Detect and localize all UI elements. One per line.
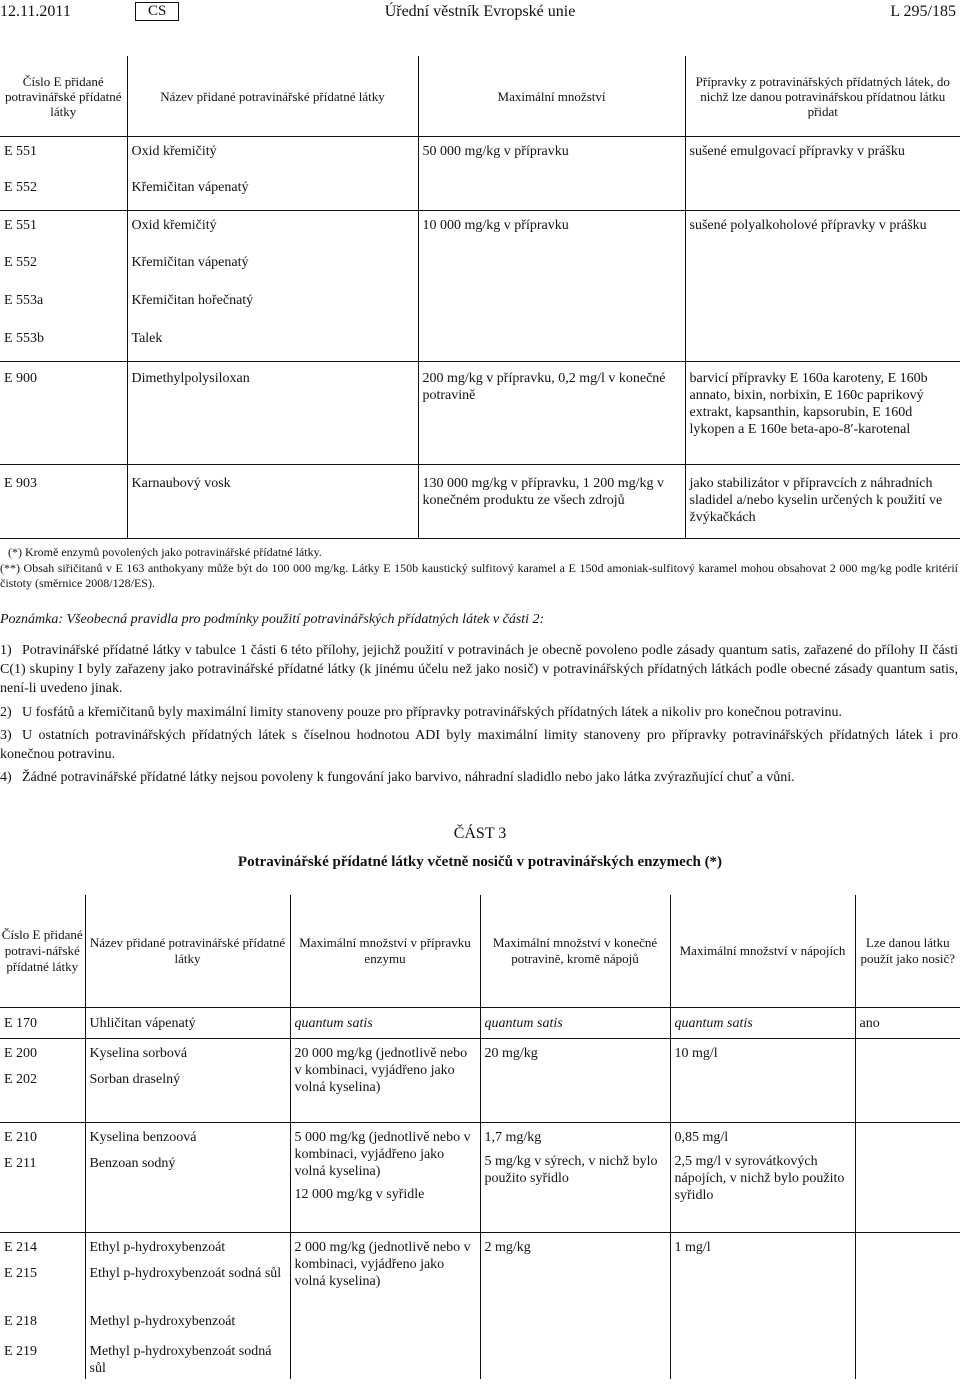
row-max-preparation: 20 000 mg/kg (jednotlivě nebo v kombinaci, vyjádřeno jako volná kyselina)	[290, 1039, 480, 1123]
row-number: E 219	[4, 1343, 38, 1359]
table-row	[0, 1039, 960, 1069]
column-header-carrier: Lze danou látku použít jako nosič?	[855, 895, 960, 1008]
row-preparations: barvicí přípravky E 160a karoteny, E 160b annato, bixin, norbixin, E 160c paprikový extrakt, kapsanthin, kapsorubin, E 160d lykopen a E 160e beta-apo-8′-karotenal	[685, 362, 960, 465]
row-max-food: 20 mg/kg	[480, 1039, 670, 1123]
row-max-drinks: quantum satis	[670, 1008, 855, 1039]
food-limit-cheese: 5 mg/kg v sýrech, v nichž bylo použito syřidlo	[484, 1154, 658, 1186]
row-name: Křemičitan vápenatý	[127, 173, 418, 211]
drink-limit-whey: 2,5 mg/l v syrovátkových nápojích, v nichž bylo použito syřidlo	[674, 1154, 845, 1203]
column-header-preparations: Přípravky z potravinářských přídatných látek, do nichž lze danou potravinářskou přídatnou látku přidat	[685, 56, 960, 137]
note-item	[0, 641, 958, 698]
part-label: ČÁST 3	[453, 825, 507, 842]
note-item-text: U fosfátů a křemičitanů byly maximální limity stanoveny pouze pro přípravky potravinářských přídatných látek a nikoliv pro konečnou potravinu.	[22, 705, 842, 720]
row-max: 130 000 mg/kg v přípravku, 1 200 mg/kg v konečném produktu ze všech zdrojů	[418, 465, 685, 539]
table-row	[0, 465, 960, 539]
row-number: E 903	[0, 465, 127, 539]
row-name: Talek	[127, 324, 418, 362]
row-number: E 170	[0, 1008, 85, 1039]
column-header-number: Číslo E přidané potravinářské přídatné látky	[0, 56, 127, 137]
row-name: Benzoan sodný	[85, 1151, 290, 1233]
row-max: 200 mg/kg v přípravku, 0,2 mg/l v konečné potravině	[418, 362, 685, 465]
page-number: L 295/185	[890, 3, 956, 20]
column-header-max-food: Maximální množství v konečné potravině, kromě nápojů	[480, 895, 670, 1008]
column-header-max-preparation: Maximální množství v přípravku enzymu	[290, 895, 480, 1008]
row-name: Kyselina benzoová	[85, 1123, 290, 1151]
row-carrier: ano	[855, 1008, 960, 1039]
row-max-drinks	[670, 1123, 855, 1233]
row-carrier	[855, 1123, 960, 1233]
note-item	[0, 703, 958, 722]
table-row	[0, 362, 960, 465]
row-number: E 214	[4, 1240, 38, 1255]
row-number: E 202	[0, 1069, 85, 1123]
publication-date: 12.11.2011	[0, 3, 71, 20]
note-title: Poznámka: Všeobecná pravidla pro podmínky použití potravinářských přídatných látek v části 2:	[0, 612, 545, 627]
note-item-text: Potravinářské přídatné látky v tabulce 1 části 6 této přílohy, jejichž použití v potravinách je obecně povoleno podle zásady quantum satis, zařazené do přílohy II části C(1) skupiny I byly zařazeny jako potravinářské přídatné látky (k jinému účelu než jako nosič) v potravinářských přídatných látkách podle obecné zásady quantum satis, není-li uvedeno jinak.	[0, 643, 958, 696]
column-header-name: Název přidané potravinářské přídatné látky	[85, 895, 290, 1008]
row-number: E 218	[4, 1313, 38, 1329]
note-item-text: U ostatních potravinářských přídatných látek s číselnou hodnotou ADI byly maximální limity stanoveny pro přípravky potravinářských přídatných látek i pro konečnou potravinu.	[0, 728, 958, 762]
preparation-limit: 5 000 mg/kg (jednotlivě nebo v kombinaci, vyjádřeno jako volná kyselina)	[294, 1130, 471, 1179]
row-number: E 215	[4, 1265, 38, 1281]
note-item-number: 4)	[0, 770, 12, 785]
row-name: Oxid křemičitý	[127, 137, 418, 173]
row-max-drinks: 10 mg/l	[670, 1039, 855, 1123]
row-max: 50 000 mg/kg v přípravku	[418, 137, 685, 211]
row-name: Křemičitan hořečnatý	[127, 286, 418, 324]
row-max-preparation	[290, 1123, 480, 1233]
footnote-2: (**) Obsah siřičitanů v E 163 anthokyany může být do 100 000 mg/kg. Látky E 150b kaustický sulfitový karamel a E 150d amoniak-sulfitový karamel mohou obsahovat 2 000 mg/kg podle kritérií čistoty (směrnice 2008/128/ES).	[0, 561, 958, 590]
row-name: Oxid křemičitý	[127, 211, 418, 248]
row-preparations: jako stabilizátor v přípravcích z náhradních sladidel a/nebo kyselin určených k použití ve žvýkačkách	[685, 465, 960, 539]
row-preparations: sušené emulgovací přípravky v prášku	[685, 137, 960, 211]
row-number: E 211	[0, 1151, 85, 1233]
part-title: Potravinářské přídatné látky včetně nosičů v potravinářských enzymech (*)	[237, 854, 723, 870]
row-max-preparation: quantum satis	[290, 1008, 480, 1039]
table-row	[0, 211, 960, 248]
row-number: E 552	[4, 254, 38, 270]
row-max-food: quantum satis	[480, 1008, 670, 1039]
row-carrier	[855, 1233, 960, 1379]
row-max-food: 2 mg/kg	[480, 1233, 670, 1379]
row-number: E 900	[0, 362, 127, 465]
note-item-number: 3)	[0, 728, 12, 743]
note-item-text: Žádné potravinářské přídatné látky nejsou povoleny k fungování jako barvivo, náhradní sladidlo nebo jako látka zvýrazňující chuť a vůni.	[22, 770, 795, 785]
column-header-max-drinks: Maximální množství v nápojích	[670, 895, 855, 1008]
column-header-name: Název přidané potravinářské přídatné látky	[127, 56, 418, 137]
column-header-number: Číslo E přidané potravi-nářské přídatné látky	[0, 895, 85, 1008]
row-number: E 551	[4, 218, 38, 233]
food-limit: 1,7 mg/kg	[484, 1130, 542, 1145]
row-max-food	[480, 1123, 670, 1233]
page-header	[0, 0, 960, 26]
table-header-row	[0, 56, 960, 137]
column-header-max: Maximální množství	[418, 56, 685, 137]
row-name: Karnaubový vosk	[127, 465, 418, 539]
journal-title: Úřední věstník Evropské unie	[384, 3, 576, 20]
additives-in-additives-table	[0, 56, 960, 539]
row-number: E 552	[0, 173, 127, 211]
footnote-1: (*) Kromě enzymů povolených jako potravinářské přídatné látky.	[8, 545, 322, 559]
row-max-drinks: 1 mg/l	[670, 1233, 855, 1379]
row-max: 10 000 mg/kg v přípravku	[418, 211, 685, 362]
preparation-limit-rennet: 12 000 mg/kg v syřidle	[294, 1187, 425, 1202]
row-name: Methyl p-hydroxybenzoát	[85, 1309, 290, 1339]
note-item-number: 1)	[0, 643, 12, 658]
row-number: E 553b	[0, 324, 127, 362]
row-name: Sorban draselný	[85, 1069, 290, 1123]
language-badge: CS	[135, 2, 179, 21]
note-item	[0, 726, 958, 764]
table-row	[0, 137, 960, 173]
row-name: Uhličitan vápenatý	[85, 1008, 290, 1039]
table-row	[0, 1123, 960, 1151]
row-name: Ethyl p-hydroxybenzoát sodná sůl	[85, 1263, 290, 1309]
row-name: Methyl p-hydroxybenzoát sodná sůl	[85, 1339, 290, 1379]
table-header-row	[0, 895, 960, 1008]
row-name: Ethyl p-hydroxybenzoát	[85, 1233, 290, 1263]
row-carrier	[855, 1039, 960, 1123]
row-number: E 210	[4, 1130, 38, 1145]
row-name: Křemičitan vápenatý	[127, 248, 418, 286]
row-number: E 553a	[4, 292, 44, 308]
row-max-preparation: 2 000 mg/kg (jednotlivě nebo v kombinaci, vyjádřeno jako volná kyselina)	[290, 1233, 480, 1379]
note-item-number: 2)	[0, 705, 12, 720]
note-item	[0, 768, 958, 787]
additives-in-enzymes-table	[0, 895, 960, 1379]
row-name: Dimethylpolysiloxan	[127, 362, 418, 465]
row-preparations: sušené polyalkoholové přípravky v prášku	[685, 211, 960, 362]
row-number: E 551	[4, 144, 38, 159]
table-row	[0, 1008, 960, 1039]
drink-limit: 0,85 mg/l	[674, 1130, 729, 1145]
row-number: E 200	[4, 1046, 38, 1061]
row-name: Kyselina sorbová	[85, 1039, 290, 1069]
table-row	[0, 1233, 960, 1263]
